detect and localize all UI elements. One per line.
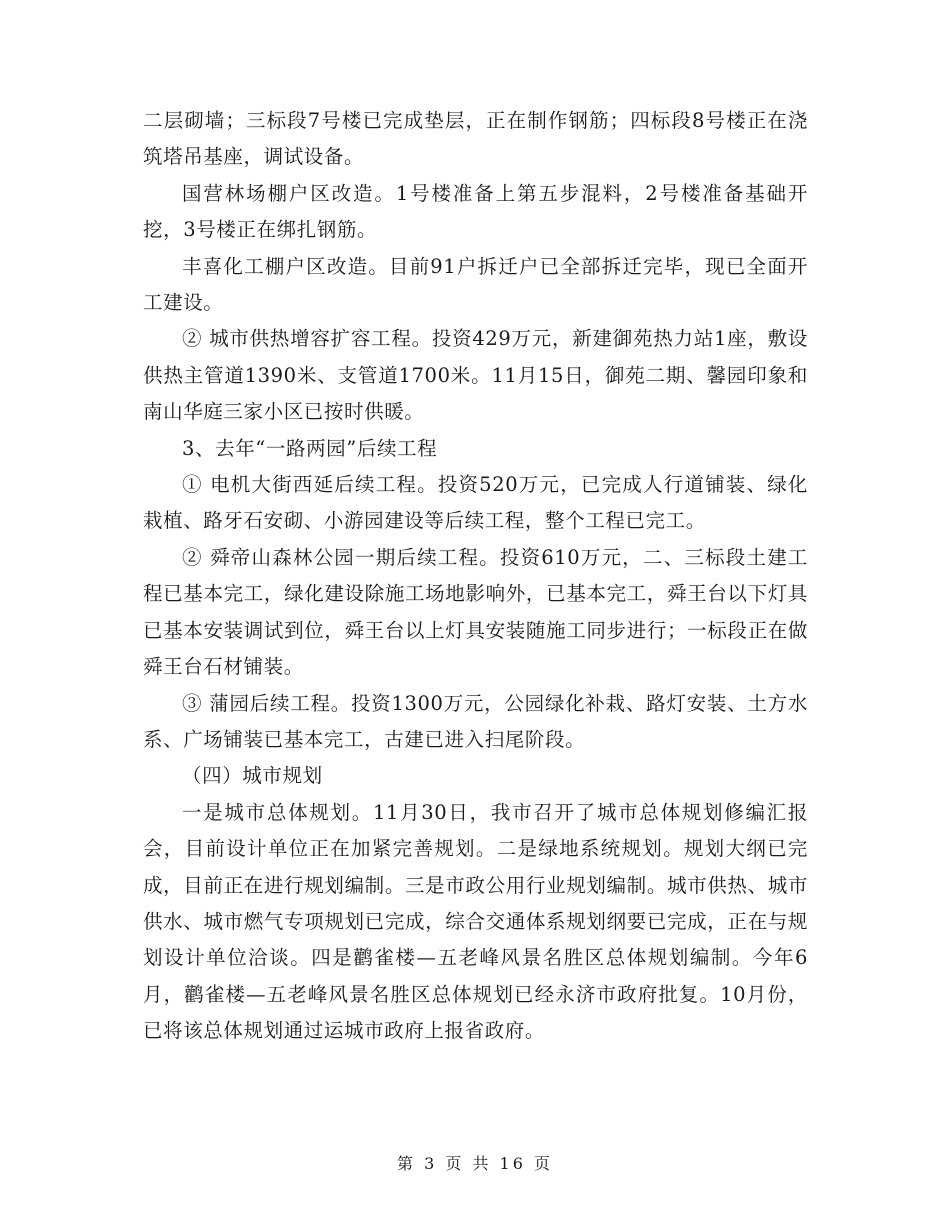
section-heading-4: （四）城市规划 bbox=[182, 764, 323, 788]
paragraph-8: 一是城市总体规划。11月30日，我市召开了城市总体规划修编汇报会，目前设计单位正在加紧完善规划。二是绿地系统规划。规划大纲已完成，目前正在进行规划编制。三是市政公用行业规划编制。城市供热、城市供水、城市燃气专项规划已完成，综合交通体系规划纲要已完成，正在与规划设计单位洽谈。四是鹳雀楼—五老峰风景名胜区总体规划编制。今年6月，鹳雀楼—五老峰风景名胜区总体规划已经永济市政府批复。10月份，已将该总体规划通过运城市政府上报省政府。 bbox=[143, 800, 808, 1043]
paragraph-3: 丰喜化工棚户区改造。目前91户拆迁户已全部拆迁完毕，现已全面开工建设。 bbox=[143, 254, 808, 315]
paragraph-2: 国营林场棚户区改造。1号楼准备上第五步混料，2号楼准备基础开挖，3号楼正在绑扎钢筋。 bbox=[143, 181, 808, 242]
document-body bbox=[143, 103, 808, 1050]
paragraph-4: ② 城市供热增容扩容工程。投资429万元，新建御苑热力站1座，敷设供热主管道1390米、支管道1700米。11月15日，御苑二期、馨园印象和南山华庭三家小区已按时供暖。 bbox=[143, 327, 808, 424]
paragraph-5: ① 电机大街西延后续工程。投资520万元，已完成人行道铺装、绿化栽植、路牙石安砌、小游园建设等后续工程，整个工程已完工。 bbox=[143, 473, 808, 533]
section-heading-3: 3、去年“一路两园”后续工程 bbox=[182, 436, 438, 460]
paragraph-7: ③ 蒲园后续工程。投资1300万元，公园绿化补栽、路灯安装、土方水系、广场铺装已基本完工，古建已进入扫尾阶段。 bbox=[143, 691, 808, 751]
page-number: 第 3 页 共 16 页 bbox=[397, 1154, 553, 1173]
paragraph-6: ② 舜帝山森林公园一期后续工程。投资610万元，二、三标段土建工程已基本完工，绿化建设除施工场地影响外，已基本完工，舜王台以下灯具已基本安装调试到位，舜王台以上灯具安装随施工同步进行；一标段正在做舜王台石材铺装。 bbox=[143, 545, 808, 679]
paragraph-1: 二层砌墙；三标段7号楼已完成垫层，正在制作钢筋；四标段8号楼正在浇筑塔吊基座，调试设备。 bbox=[143, 109, 808, 169]
